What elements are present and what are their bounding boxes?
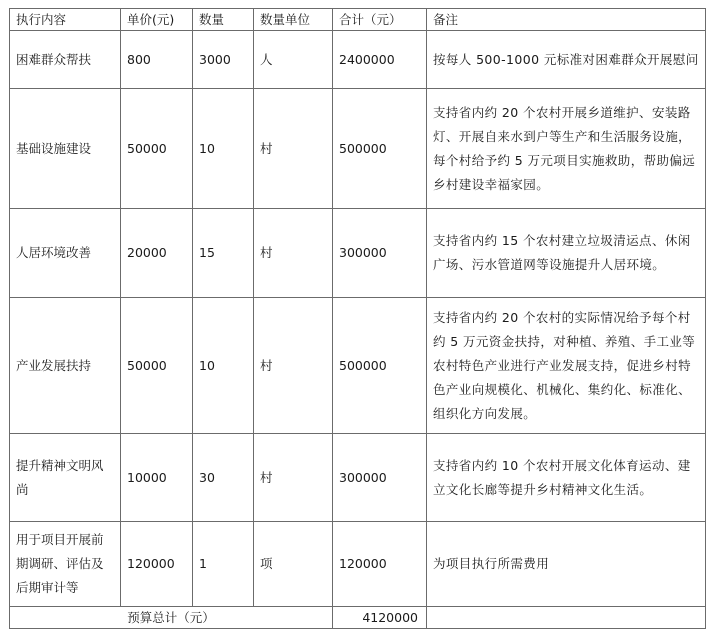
cell-unit: 村 bbox=[254, 209, 333, 298]
cell-unit: 村 bbox=[254, 434, 333, 522]
table-row bbox=[10, 434, 706, 522]
cell-total: 500000 bbox=[333, 89, 427, 209]
cell-note: 支持省内约 10 个农村开展文化体育运动、建立文化长廊等提升乡村精神文化生活。 bbox=[427, 434, 706, 522]
cell-qty: 3000 bbox=[193, 31, 254, 89]
header-note: 备注 bbox=[427, 9, 706, 31]
table-header-row bbox=[10, 9, 706, 31]
cell-note: 支持省内约 20 个农村开展乡道维护、安装路灯、开展自来水到户等生产和生活服务设施，每个村给予约 5 万元项目实施救助，帮助偏远乡村建设幸福家园。 bbox=[427, 89, 706, 209]
footer-total: 4120000 bbox=[333, 607, 427, 629]
cell-item: 用于项目开展前期调研、评估及后期审计等 bbox=[10, 522, 121, 607]
header-item: 执行内容 bbox=[10, 9, 121, 31]
cell-price: 120000 bbox=[121, 522, 193, 607]
cell-unit: 村 bbox=[254, 298, 333, 434]
footer-empty-cell bbox=[427, 607, 706, 629]
cell-note: 为项目执行所需费用 bbox=[427, 522, 706, 607]
cell-unit: 村 bbox=[254, 89, 333, 209]
cell-note: 支持省内约 15 个农村建立垃圾清运点、休闲广场、污水管道网等设施提升人居环境。 bbox=[427, 209, 706, 298]
cell-total: 300000 bbox=[333, 209, 427, 298]
cell-item: 产业发展扶持 bbox=[10, 298, 121, 434]
cell-unit: 项 bbox=[254, 522, 333, 607]
cell-qty: 10 bbox=[193, 89, 254, 209]
cell-note: 按每人 500-1000 元标准对困难群众开展慰问 bbox=[427, 31, 706, 89]
cell-note: 支持省内约 20 个农村的实际情况给予每个村约 5 万元资金扶持，对种植、养殖、手工业等农村特色产业进行产业发展支持，促进乡村特色产业向规模化、机械化、集约化、标准化、组织化方向发展。 bbox=[427, 298, 706, 434]
cell-price: 800 bbox=[121, 31, 193, 89]
header-unit: 数量单位 bbox=[254, 9, 333, 31]
cell-item: 困难群众帮扶 bbox=[10, 31, 121, 89]
table-row bbox=[10, 89, 706, 209]
table-row bbox=[10, 522, 706, 607]
budget-table bbox=[9, 8, 706, 629]
header-price: 单价(元) bbox=[121, 9, 193, 31]
cell-item: 基础设施建设 bbox=[10, 89, 121, 209]
cell-qty: 15 bbox=[193, 209, 254, 298]
cell-total: 120000 bbox=[333, 522, 427, 607]
header-qty: 数量 bbox=[193, 9, 254, 31]
table-row bbox=[10, 298, 706, 434]
cell-qty: 10 bbox=[193, 298, 254, 434]
cell-total: 300000 bbox=[333, 434, 427, 522]
cell-total: 500000 bbox=[333, 298, 427, 434]
table-row bbox=[10, 31, 706, 89]
footer-label: 预算总计（元） bbox=[10, 607, 333, 629]
cell-item: 人居环境改善 bbox=[10, 209, 121, 298]
cell-qty: 30 bbox=[193, 434, 254, 522]
budget-table-wrapper bbox=[9, 8, 706, 629]
table-row bbox=[10, 209, 706, 298]
cell-total: 2400000 bbox=[333, 31, 427, 89]
cell-qty: 1 bbox=[193, 522, 254, 607]
cell-price: 20000 bbox=[121, 209, 193, 298]
cell-item: 提升精神文明风尚 bbox=[10, 434, 121, 522]
cell-unit: 人 bbox=[254, 31, 333, 89]
cell-price: 50000 bbox=[121, 298, 193, 434]
cell-price: 50000 bbox=[121, 89, 193, 209]
header-total: 合计（元） bbox=[333, 9, 427, 31]
table-footer-row bbox=[10, 607, 706, 629]
cell-price: 10000 bbox=[121, 434, 193, 522]
